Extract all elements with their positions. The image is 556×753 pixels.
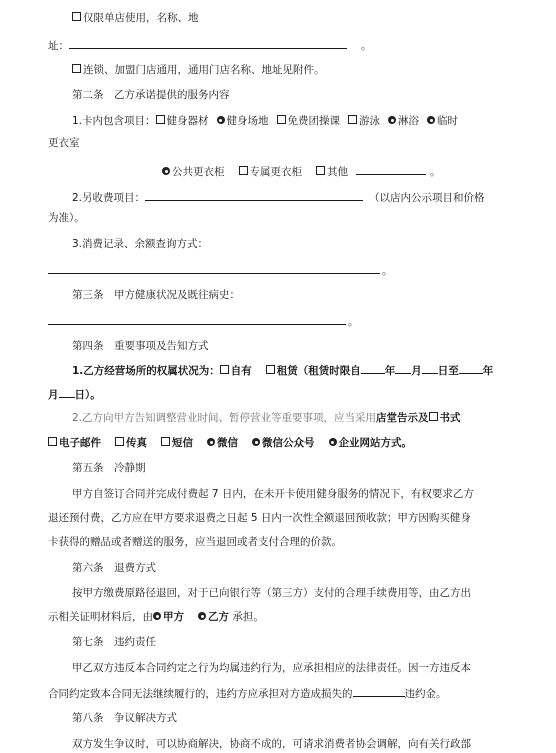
checkbox-sms[interactable] (161, 437, 170, 446)
article-4-item-1: 1.乙方经营场所的权属状况为： 自有 租赁（租赁时限自 年 月 日至 年 (72, 362, 508, 378)
checkbox-fax[interactable] (115, 437, 124, 446)
checkbox-chain-store[interactable] (72, 64, 81, 73)
scope-chain-store: 连锁、加盟门店通用，通用门店名称、地址见附件。 (72, 63, 508, 77)
checkbox-rent[interactable] (266, 365, 275, 374)
query-method-line: 。 (48, 262, 508, 278)
checkbox-website[interactable] (329, 438, 337, 446)
article-5-heading: 第五条 冷静期 (72, 462, 146, 474)
checkbox-other[interactable] (316, 166, 325, 175)
checkbox-single-store[interactable] (72, 12, 81, 21)
checkbox-swim[interactable] (348, 115, 357, 124)
scope-single-store: 仅限单店使用，名称、地 (72, 11, 508, 25)
rent-month-start[interactable] (395, 362, 411, 374)
article-7-line-2: 合同约定致本合同无法继续履行的，违约方应承担对方造成损失的 违约金。 (48, 685, 508, 701)
checkbox-shower[interactable] (388, 116, 396, 124)
notify-methods: 电子邮件 传真 短信 微信 微信公众号 企业网站方式。 (48, 436, 508, 450)
checkbox-own[interactable] (220, 365, 229, 374)
article-3-heading: 第三条 甲方健康状况及既往病史： (72, 289, 240, 301)
query-method-blank[interactable] (48, 262, 380, 274)
article-2-heading: 第二条 乙方承诺提供的服务内容 (72, 89, 230, 101)
article-2-item-1-cont: 更衣室 (48, 137, 80, 149)
article-4-heading: 第四条 重要事项及告知方式 (72, 340, 209, 352)
checkbox-email[interactable] (48, 437, 57, 446)
article-8-heading: 第八条 争议解决方式 (72, 712, 177, 724)
article-4-item-2: 2.乙方向甲方告知调整营业时间、暂停营业等重要事项，应当采用店堂告示及 书式 (72, 412, 461, 424)
checkbox-official-account[interactable] (252, 438, 260, 446)
article-5-line-1: 甲方自签订合同并完成付费起 7 日内，在未开卡使用健身服务的情况下，有权要求乙方 (72, 488, 474, 500)
checkbox-temp[interactable] (427, 116, 435, 124)
penalty-blank[interactable] (353, 685, 405, 697)
article-2-item-2-cont: 为准）。 (48, 212, 85, 224)
rent-year-end[interactable] (459, 362, 483, 374)
article-6-heading: 第六条 退费方式 (72, 562, 156, 574)
extra-fee-blank[interactable] (145, 189, 363, 201)
article-4-item-1-cont: 月 日）。 (48, 386, 508, 402)
article-7-line-1: 甲乙双方违反本合同约定之行为均属违约行为，应承担相应的法律责任。因一方违反本 (72, 662, 471, 674)
article-7-heading: 第七条 违约责任 (72, 636, 156, 648)
rent-day-start[interactable] (422, 362, 438, 374)
checkbox-private-locker[interactable] (239, 166, 248, 175)
address-line: 址： 。 (48, 37, 508, 53)
article-6-line-1: 按甲方缴费原路径退回，对于已向银行等（第三方）支付的合理手续费用等，由乙方出 (72, 587, 471, 599)
article-2-item-3: 3.消费记录、余额查询方式： (72, 238, 209, 250)
article-5-line-3: 卡获得的赠品或者赠送的服务，应当退回或者支付合理的价款。 (48, 536, 342, 548)
checkbox-public-locker[interactable] (162, 167, 170, 175)
article-2-item-2: 2.另收费项目： （以店内公示项目和价格 (72, 189, 508, 205)
checkbox-party-b[interactable] (198, 612, 206, 620)
rent-year-start[interactable] (361, 362, 385, 374)
checkbox-party-a[interactable] (153, 612, 161, 620)
checkbox-equipment[interactable] (156, 115, 165, 124)
address-blank[interactable] (69, 37, 347, 49)
health-line: 。 (48, 313, 508, 329)
article-6-line-2: 示相关证明材料后，由 甲方 乙方 承担。 (48, 611, 264, 623)
checkbox-written[interactable] (429, 412, 438, 421)
other-blank[interactable] (356, 163, 426, 175)
locker-options: 公共更衣柜 专属更衣柜 其他 。 (162, 163, 508, 179)
checkbox-wechat[interactable] (207, 438, 215, 446)
rent-day-end[interactable] (59, 386, 75, 398)
checkbox-venue[interactable] (217, 116, 225, 124)
health-blank[interactable] (48, 313, 346, 325)
article-5-line-2: 退还预付费，乙方应在甲方要求退费之日起 5 日内一次性全额退回预收款；甲方因购买健身 (48, 512, 471, 524)
article-2-item-1: 1.卡内包含项目： 健身器材 健身场地 免费团操课 游泳 淋浴 临时 (72, 115, 459, 127)
checkbox-group-class[interactable] (277, 115, 286, 124)
article-8-line-1: 双方发生争议时，可以协商解决，协商不成的，可请求消费者协会调解，向有关行政部 (72, 738, 471, 750)
